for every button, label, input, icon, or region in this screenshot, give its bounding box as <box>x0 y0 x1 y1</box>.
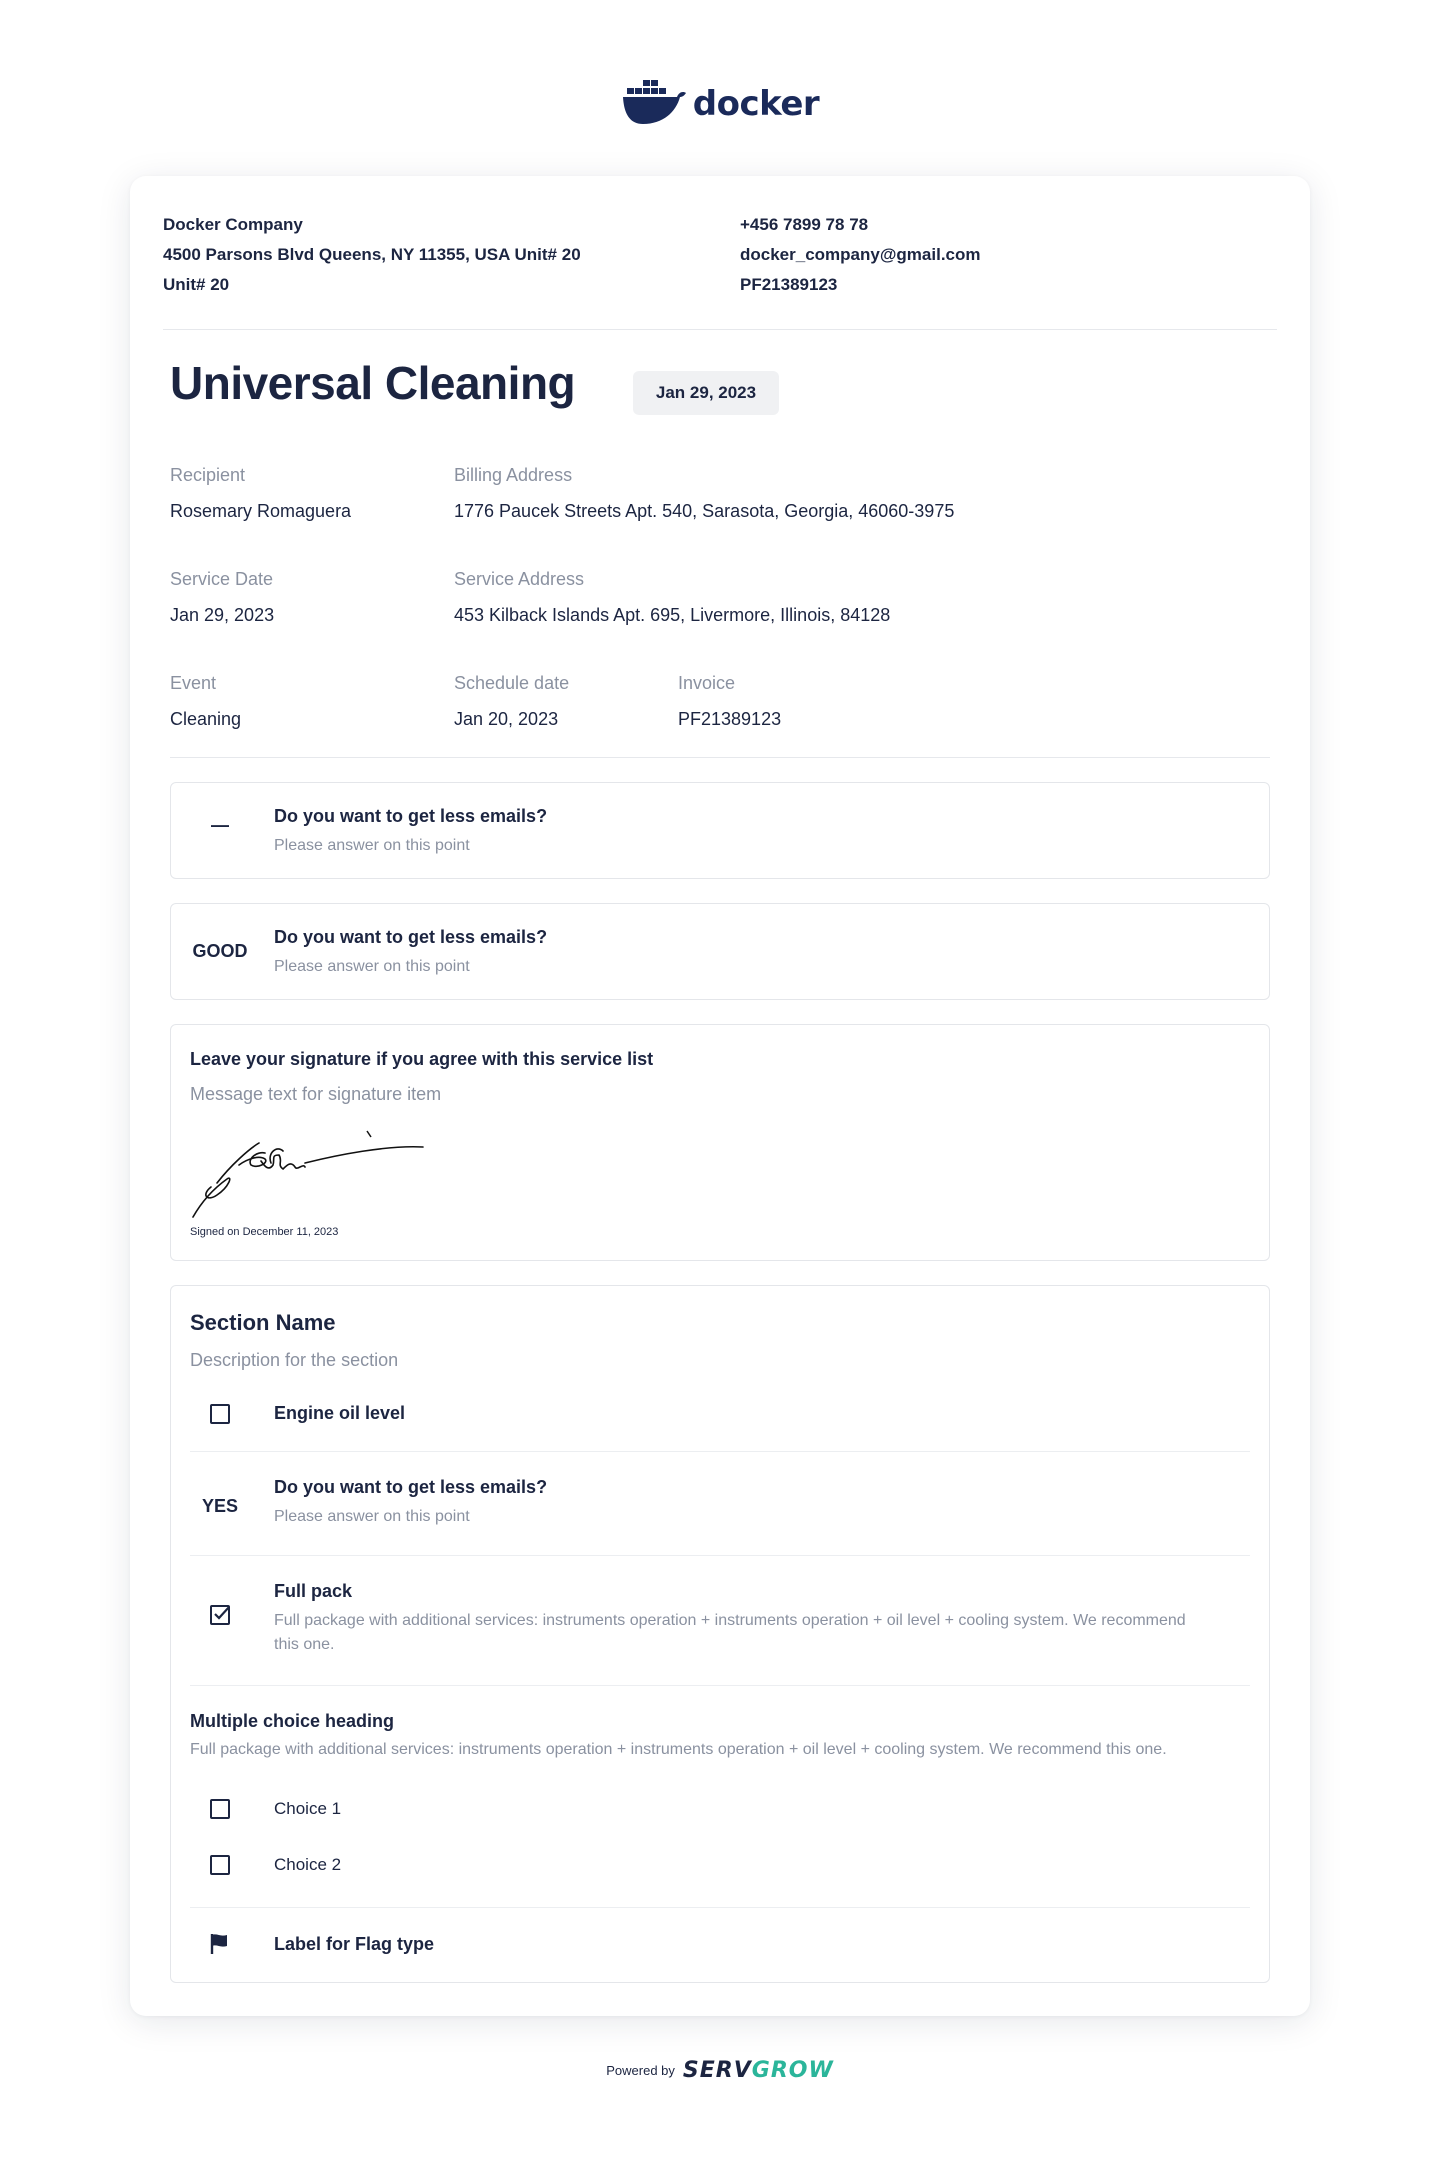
full-pack-checkbox[interactable] <box>210 1605 230 1625</box>
service-address-field <box>454 569 890 625</box>
question-item <box>170 903 1270 1000</box>
event-label: Event <box>170 673 217 693</box>
choice-2-label: Choice 2 <box>274 1855 342 1874</box>
section-card <box>170 1285 1270 1983</box>
recipient-field <box>170 465 351 521</box>
check-icon <box>212 1606 228 1622</box>
divider <box>190 1907 1250 1908</box>
service-date-field <box>170 569 274 625</box>
schedule-date-label: Schedule date <box>454 673 570 693</box>
date-badge: Jan 29, 2023 <box>633 371 779 415</box>
page-title: Universal Cleaning <box>170 357 576 409</box>
brand-part1: SERV <box>682 2058 752 2083</box>
company-unit: Unit# 20 <box>163 275 230 294</box>
checkbox-label: Engine oil level <box>274 1403 406 1423</box>
recipient-label: Recipient <box>170 465 246 485</box>
flag-icon <box>209 1933 229 1955</box>
choice-1-checkbox[interactable] <box>210 1799 230 1819</box>
company-info <box>163 210 723 300</box>
service-address-value: 453 Kilback Islands Apt. 695, Livermore, Illinois, 84128 <box>454 605 891 625</box>
question-subtitle: Please answer on this point <box>274 837 470 854</box>
company-address: 4500 Parsons Blvd Queens, NY 11355, USA Unit# 20 <box>163 245 581 264</box>
billing-address-value: 1776 Paucek Streets Apt. 540, Sarasota, Georgia, 46060-3975 <box>454 501 955 521</box>
answer-badge: YES <box>201 1496 239 1516</box>
whale-icon <box>621 78 687 130</box>
choice-2-checkbox[interactable] <box>210 1855 230 1875</box>
question-subtitle: Please answer on this point <box>274 1508 470 1525</box>
question-title: Do you want to get less emails? <box>274 806 548 826</box>
schedule-date-value: Jan 20, 2023 <box>454 709 559 729</box>
billing-address-field <box>454 465 954 521</box>
company-email: docker_company@gmail.com <box>740 245 981 264</box>
powered-by <box>0 2058 1440 2083</box>
service-date-label: Service Date <box>170 569 274 589</box>
choice-1-label: Choice 1 <box>274 1799 342 1818</box>
divider <box>190 1555 1250 1556</box>
flag-label: Label for Flag type <box>274 1934 435 1954</box>
full-pack-label: Full pack <box>274 1581 353 1601</box>
service-address-label: Service Address <box>454 569 585 589</box>
service-date-value: Jan 29, 2023 <box>170 605 275 625</box>
answer-dash: — <box>211 815 229 835</box>
powered-by-text: Powered by <box>606 2063 675 2078</box>
invoice-field <box>678 673 781 729</box>
section-description: Description for the section <box>190 1350 399 1370</box>
company-contact <box>740 210 1260 300</box>
divider <box>190 1685 1250 1686</box>
brand-part2: GROW <box>751 2058 834 2083</box>
logo-text: docker <box>692 84 820 124</box>
multiple-choice-description: Full package with additional services: instruments operation + instruments operation + oil level + cooling system. We recommend this one. <box>190 1741 1167 1758</box>
report-card <box>130 176 1310 2016</box>
signature-title: Leave your signature if you agree with this service list <box>190 1049 654 1069</box>
company-name: Docker Company <box>163 215 303 234</box>
company-phone: +456 7899 78 78 <box>740 215 869 234</box>
question-title: Do you want to get less emails? <box>274 1477 548 1497</box>
multiple-choice-heading: Multiple choice heading <box>190 1711 395 1731</box>
divider <box>170 757 1270 758</box>
docker-logo <box>0 78 1440 130</box>
schedule-date-field <box>454 673 569 729</box>
divider <box>163 329 1277 330</box>
divider <box>190 1451 1250 1452</box>
question-subtitle: Please answer on this point <box>274 958 470 975</box>
servgrow-logo[interactable] <box>683 2058 834 2083</box>
signature-item <box>170 1024 1270 1261</box>
company-code: PF21389123 <box>740 275 838 294</box>
event-field <box>170 673 241 729</box>
full-pack-description-line1: Full package with additional services: instruments operation + instruments operation + oil level + cooling system. We recommend <box>274 1612 1186 1629</box>
engine-oil-checkbox[interactable] <box>210 1404 230 1424</box>
recipient-value: Rosemary Romaguera <box>170 501 352 521</box>
invoice-label: Invoice <box>678 673 736 693</box>
question-item <box>170 782 1270 879</box>
signature-message: Message text for signature item <box>190 1084 442 1104</box>
billing-address-label: Billing Address <box>454 465 573 485</box>
answer-badge: GOOD <box>192 941 248 961</box>
signature-image <box>187 1125 437 1225</box>
section-title: Section Name <box>190 1310 336 1335</box>
signed-on-date: Signed on December 11, 2023 <box>190 1226 339 1238</box>
full-pack-description-line2: this one. <box>274 1636 335 1653</box>
invoice-value: PF21389123 <box>678 709 782 729</box>
question-title: Do you want to get less emails? <box>274 927 548 947</box>
event-value: Cleaning <box>170 709 242 729</box>
